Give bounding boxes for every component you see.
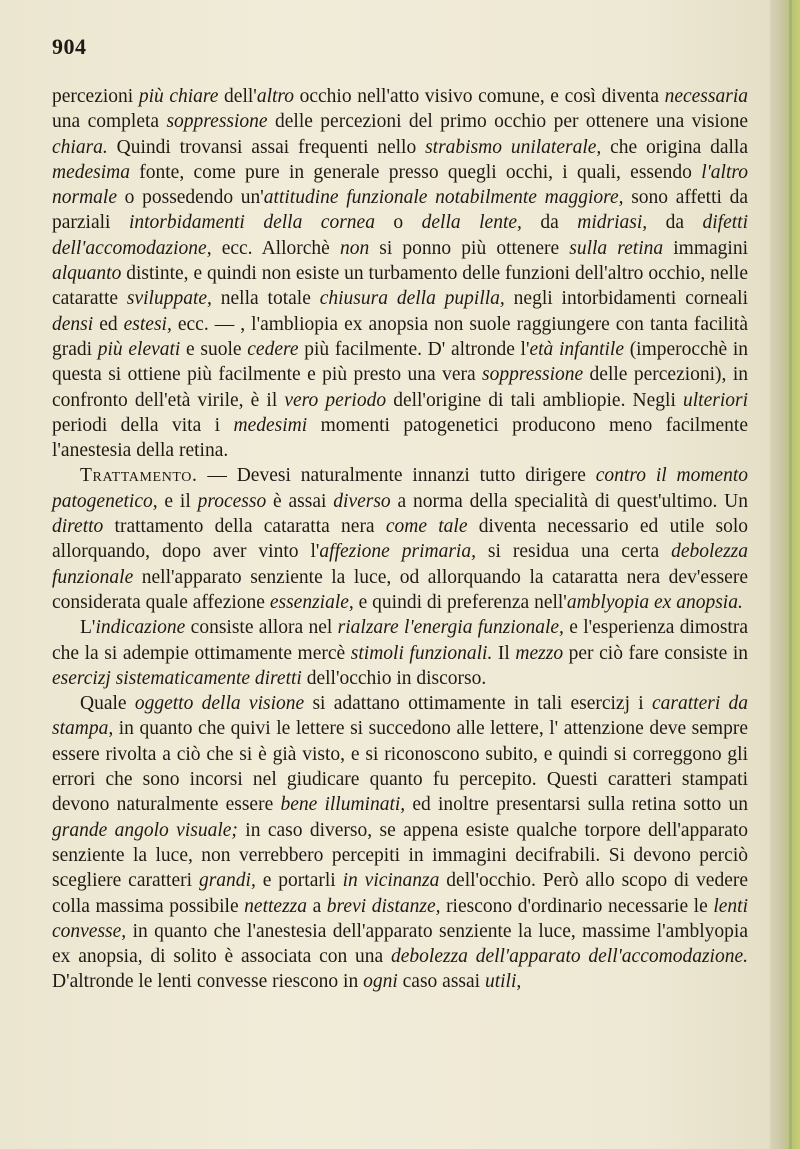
italic-text: stimoli funzionali. [350,642,493,664]
italic-text: della lente, [421,212,522,234]
italic-text: intorbidamenti della cornea [128,212,375,234]
text-run: dell'origine di tali ambliopie. Negli [386,389,683,411]
text-run: ecc. Allorchè [211,237,340,259]
text-run: o possedendo un' [117,187,264,209]
italic-text: midriasi, [577,212,648,234]
text-run: momenti patogenetici producono meno facilmente l'anestesia della retina. [52,414,748,462]
italic-text: brevi distanze, [326,895,441,917]
text-run: ed inoltre presentarsi sulla retina sotto un [405,794,748,816]
italic-text: cedere [247,338,299,360]
text-run: in quanto che l'anestesia dell'apparato senziente la luce, massime l'amblyopia ex anopsia, di solito è associata con una [52,920,748,968]
italic-text: soppressione [482,364,584,386]
italic-text: più elevati [97,338,181,360]
text-run: delle percezioni), in confronto dell'età virile, è il [52,364,748,411]
italic-text: utili, [484,971,522,993]
text-run: (imperocchè in questa si ottiene più facilmente e più presto una vera [52,338,748,386]
italic-text: caratteri da stampa, [52,693,749,740]
italic-text: non [339,237,370,259]
text-run: percezioni [52,86,139,107]
text-run: negli intorbidamenti corneali [504,288,748,310]
text-run: trattamento della cataratta nera [103,516,386,538]
italic-text: sulla retina [569,237,664,259]
text-run: si residua una certa [475,541,672,563]
text-run: Quale [80,693,135,715]
text-run: ecc. — , l'ambliopia ex anopsia non suole raggiungere con tanta facilità gradi [52,313,749,360]
italic-text: vero periodo [284,389,387,411]
italic-text: affezione primaria, [319,541,476,563]
italic-text: necessaria [664,86,748,107]
text-run: dell'occhio in discorso. [301,667,487,689]
text-run: diventa necessario ed utile solo allorquando, dopo aver vinto l' [52,516,748,563]
text-run: in quanto che quivi le lettere si succedono alle lettere, l' attenzione deve sempre essere rivolta a ciò che si è già visto, e si riconoscono subito, e quindi si correggono gli errori che sono incorsi nel giudicare quanto fu percepito. Questi caratteri stampati devono naturalmente essere [52,718,748,816]
text-run: consiste allora nel [185,617,338,639]
italic-text: oggetto della visione [134,693,305,715]
text-run: e quindi di preferenza nell' [353,591,567,613]
italic-text: alquanto [52,263,122,285]
italic-text: strabismo unilaterale, [425,136,602,158]
italic-text: ogni [363,971,398,993]
text-run: distinte, e quindi non esiste un turbamento delle funzioni dell'altro occhio, nelle cataratte [52,263,748,310]
italic-text: età infantile [529,338,624,360]
page-number: 904 [52,34,87,59]
italic-text: medesimi [233,414,308,436]
text-run: delle percezioni del primo occhio per ottenere una visione [267,111,749,133]
italic-text: mezzo [515,642,564,664]
text-run: si ponno più ottenere [369,237,570,259]
text-run: a [307,895,327,917]
text-run: e suole [180,338,248,360]
italic-text: essenziale, [269,591,354,613]
italic-text: grande angolo visuale; [52,819,238,841]
text-run: nell'apparato senziente la luce, od allorquando la cataratta nera dev'essere considerata quale affezione [52,566,748,613]
text-run: a norma della specialità di quest'ultimo. Un [390,490,749,512]
text-run: fonte, come pure in generale presso quegli occhi, i quali, essendo [129,161,702,183]
italic-text: grandi, [198,870,256,892]
text-run: Il [492,642,516,664]
italic-text: attitudine funzionale notabilmente maggiore, [263,187,624,209]
italic-text: bene illuminati, [280,794,406,816]
italic-text: sviluppate, [126,288,212,310]
paragraph [52,463,748,615]
text-run: ed [93,313,124,335]
italic-text: esercizj sistematicamente diretti [52,667,302,689]
italic-text: rialzare l'energia funzionale, [337,617,564,639]
paragraph [52,691,748,995]
text-run: più facilmente. D' altronde l' [298,338,530,360]
text-run: nella totale [211,288,320,310]
text-run: e portarli [255,870,343,892]
text-run: dell'occhio. Però allo scopo di vedere colla massima possibile [52,870,749,917]
text-run: da [647,212,703,234]
italic-text: processo [197,490,267,512]
text-run: Quindi trovansi assai frequenti nello [107,136,426,158]
text-run: una completa [52,111,167,133]
text-run: — Devesi naturalmente innanzi tutto dirigere [197,465,596,487]
text-run: riescono d'ordinario necessarie le [440,895,714,917]
italic-text: soppressione [166,111,268,133]
italic-text: più chiare [138,86,219,107]
text-run: si adattano ottimamente in tali esercizj i [304,693,652,715]
text-run: dell' [218,86,257,107]
text-run: è assai [266,490,334,512]
italic-text: debolezza funzionale [52,541,748,588]
text-run: da [521,212,578,234]
italic-text: altro [256,86,295,107]
italic-text: difetti dell'accomodazione, [52,212,749,259]
text-run: e il [157,490,198,512]
italic-text: nettezza [244,895,307,917]
text-run: in caso diverso, se appena esiste qualche torpore dell'apparato senziente la luce, non verrebbero percepiti in immagini decifrabili. Si devono perciò scegliere caratteri [52,819,749,892]
italic-text: contro il momento patogenetico, [52,465,749,512]
italic-text: densi [52,313,94,335]
paragraph [52,84,748,463]
text-run: che origina dalla [601,136,748,158]
text-run: L' [80,617,96,639]
italic-text: medesima [52,161,130,183]
italic-text: diretto [52,516,104,538]
italic-text: in vicinanza [342,870,440,892]
text-run: periodi della vita i [52,414,234,436]
text-run: occhio nell'atto visivo comune, e così diventa [294,86,665,107]
page-edge [770,0,800,1149]
italic-text: debolezza dell'apparato dell'accomodazione. [391,946,748,968]
text-run: immagini [663,237,748,259]
italic-text: chiara. [52,136,108,158]
italic-text: come tale [385,516,468,538]
italic-text: estesi, [123,313,172,335]
paragraph [52,615,748,691]
italic-text: ulteriori [683,389,749,411]
italic-text: indicazione [95,617,186,639]
section-heading: Trattamento. [80,465,198,487]
italic-text: amblyopia ex anopsia. [566,591,743,613]
italic-text: chiusura della pupilla, [319,288,505,310]
text-run: caso assai [397,971,485,993]
text-run: e l'esperienza dimostra che la si adempie ottimamente mercè [52,617,748,664]
text-run: D'altronde le lenti convesse riescono in [52,971,364,993]
text-run: sono affetti da parziali [52,187,748,234]
italic-text: lenti convesse, [52,895,748,942]
italic-text: l'altro normale [52,161,748,209]
text-run: o [374,212,422,234]
text-run: per ciò fare consiste in [563,642,748,664]
page-edge-stripe [789,0,792,1149]
body-text [52,84,748,995]
italic-text: diverso [333,490,391,512]
